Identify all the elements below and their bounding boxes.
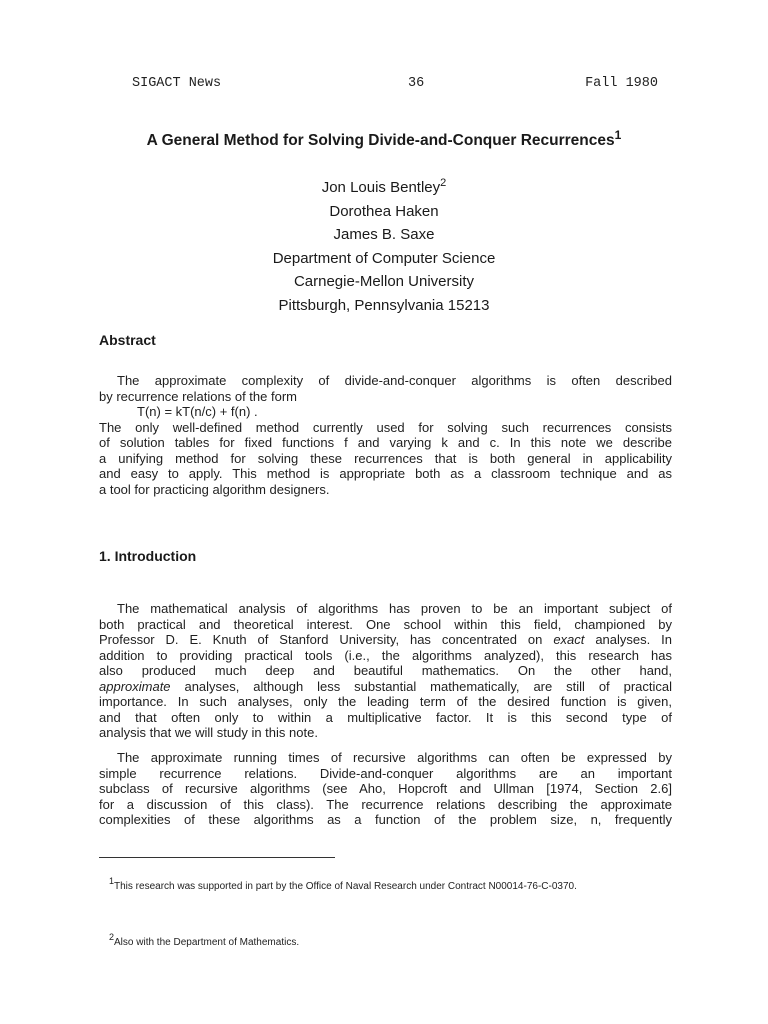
author-saxe: James B. Saxe <box>333 226 435 243</box>
intro-line: The approximate running times of recursive algorithms can often be expressed by <box>117 750 672 765</box>
abstract-line: The approximate complexity of divide-and-conquer algorithms is often described <box>117 373 672 388</box>
intro-line: The mathematical analysis of algorithms has proven to be an important subject of <box>117 601 672 616</box>
intro-line: importance. In such analyses, only the leading term of the desired function is given, <box>99 694 672 709</box>
intro-line: both practical and theoretical interest. One school within this field, championed by <box>99 616 672 632</box>
abstract-heading: Abstract <box>99 332 156 348</box>
paper-title-text: A General Method for Solving Divide-and-Conquer Recurrences <box>146 132 615 149</box>
paper-title <box>0 128 768 150</box>
abstract-line: by recurrence relations of the form <box>99 388 297 404</box>
recurrence-formula: T(n) = kT(n/c) + f(n) . <box>137 404 258 419</box>
issue-date: Fall 1980 <box>585 76 658 91</box>
intro-line-part: analyses, although less substantial mathematically, are still of practical <box>184 678 672 694</box>
affiliation-university: Carnegie-Mellon University <box>293 273 475 290</box>
abstract-line: a tool for practicing algorithm designers. <box>99 481 330 497</box>
abstract-line: of solution tables for fixed functions f and varying k and c. In this note we describe <box>99 435 672 450</box>
author-footnote-mark: 2 <box>440 177 447 189</box>
footnote-2 <box>109 932 299 948</box>
footnote-2-mark: 2 <box>109 932 115 942</box>
page-number: 36 <box>408 76 425 91</box>
author-haken: Dorothea Haken <box>329 202 439 220</box>
abstract-body <box>99 373 672 497</box>
footnote-1-text: This research was supported in part by the Office of Naval Research under Contract N00014-76-C-0370. <box>114 881 577 892</box>
intro-line-part: analyses. In <box>595 632 672 647</box>
title-footnote-mark: 1 <box>614 128 622 142</box>
intro-line: for a discussion of this class). The recurrence relations describing the approximate <box>99 796 672 812</box>
intro-line: simple recurrence relations. Divide-and-conquer algorithms are an important <box>99 765 672 781</box>
intro-paragraph-2 <box>99 750 672 828</box>
footnote-2-text: Also with the Department of Mathematics. <box>114 937 300 948</box>
journal-name: SIGACT News <box>132 76 222 91</box>
affiliation-department: Department of Computer Science <box>272 249 496 267</box>
intro-line <box>99 679 672 695</box>
footnote-1-mark: 1 <box>109 876 115 886</box>
running-header <box>132 76 658 98</box>
intro-line-part: Professor D. E. Knuth of Stanford University, has concentrated on <box>99 632 543 647</box>
intro-line <box>99 632 672 648</box>
footnote-1 <box>109 876 577 892</box>
intro-line: addition to providing practical tools (i.e., the algorithms analyzed), this research has <box>99 647 672 663</box>
intro-line: and that often only to within a multiplicative factor. It is this second type of <box>99 709 672 725</box>
affiliation-location: Pittsburgh, Pennsylvania 15213 <box>278 296 490 314</box>
intro-line: subclass of recursive algorithms (see Aho, Hopcroft and Ullman [1974, Section 2.6] <box>99 781 672 796</box>
introduction-heading: 1. Introduction <box>99 548 197 564</box>
emphasis-approximate: approximate <box>99 678 171 694</box>
abstract-line: The only well-defined method currently used for solving such recurrences consists <box>99 419 672 435</box>
intro-line: complexities of these algorithms as a function of the problem size, n, frequently <box>99 812 672 827</box>
emphasis-exact: exact <box>553 632 585 647</box>
abstract-line: a unifying method for solving these recurrences that is both general in applicability <box>99 450 672 466</box>
intro-paragraph-1 <box>99 601 672 741</box>
intro-line: also produced much deep and beautiful mathematics. On the other hand, <box>99 663 672 678</box>
author-block <box>0 172 768 317</box>
abstract-line: and easy to apply. This method is appropriate both as a classroom technique and as <box>99 466 672 481</box>
footnote-rule <box>99 857 335 858</box>
intro-line: analysis that we will study in this note. <box>99 725 318 740</box>
author-bentley: Jon Louis Bentley <box>321 179 441 196</box>
